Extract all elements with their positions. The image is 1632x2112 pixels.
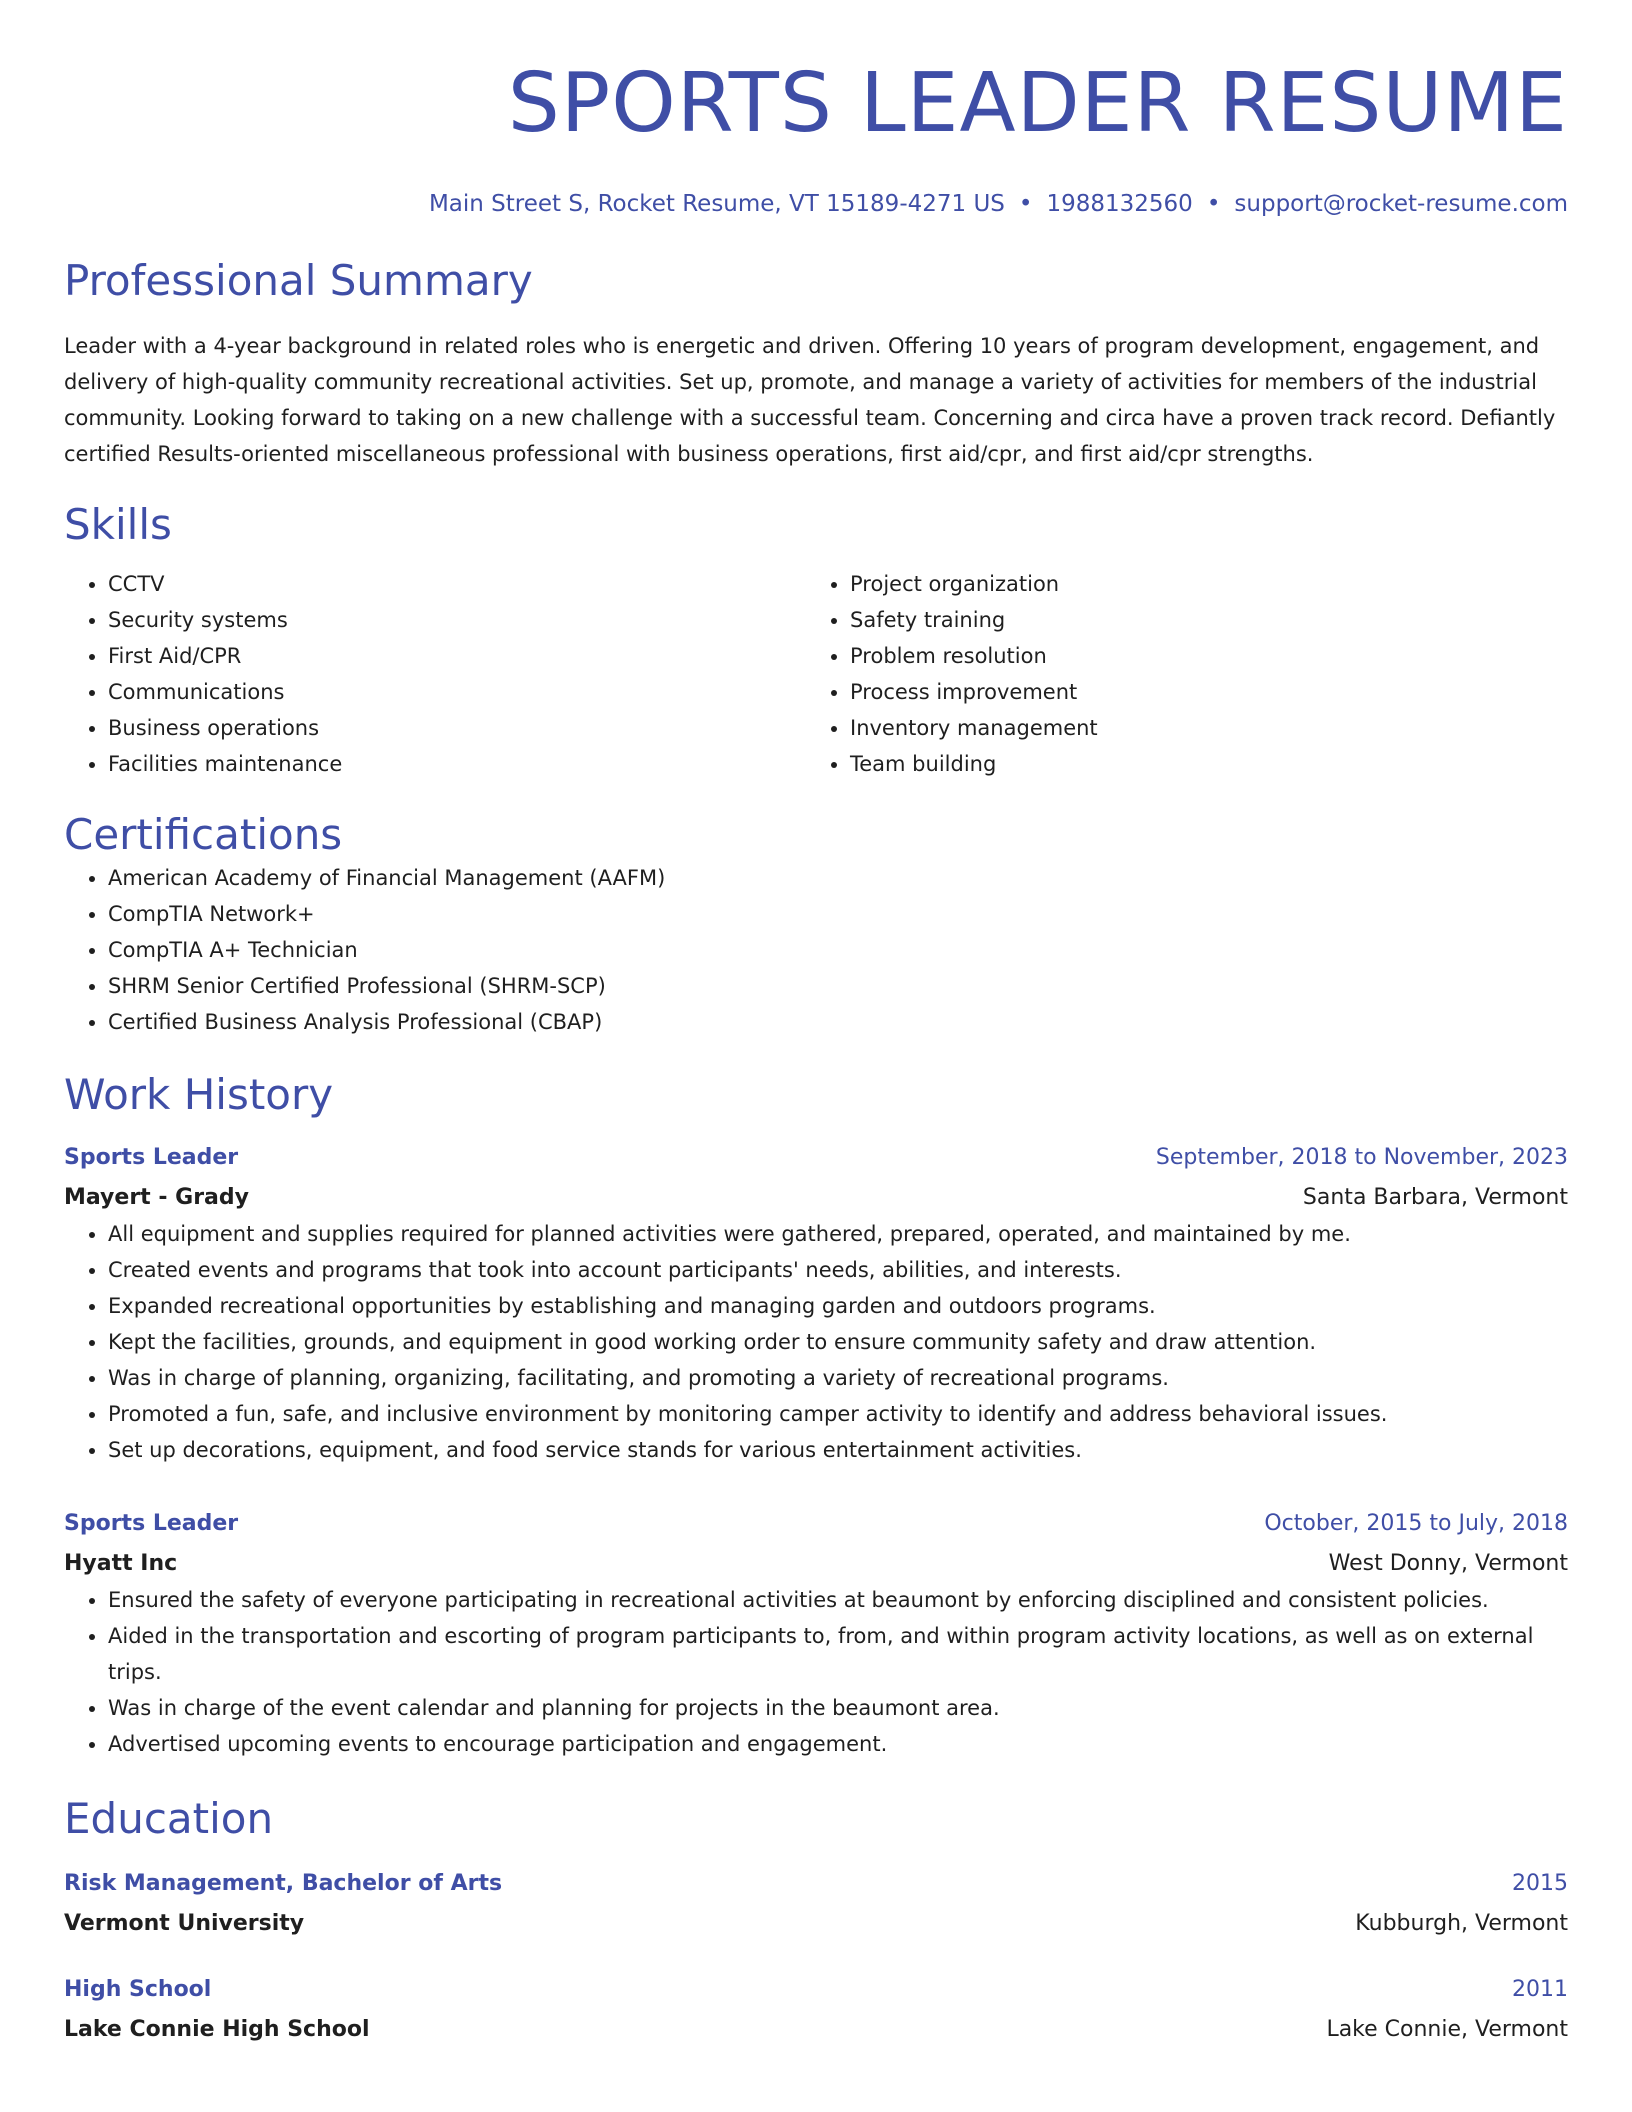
education-school: Vermont University [64, 1911, 305, 1936]
job-duty: • Was in charge of planning, organizing, facilitating, and promoting a variety of recreational programs. [108, 1360, 1568, 1396]
summary-heading: Professional Summary [64, 256, 533, 305]
skill-item: • Communications [108, 674, 806, 710]
skills-column-left [64, 566, 806, 782]
job-location: Santa Barbara, Vermont [1302, 1185, 1568, 1210]
skill-item: • Facilities maintenance [108, 746, 806, 782]
skill-item: • First Aid/CPR [108, 638, 806, 674]
contact-phone: 1988132560 [1046, 191, 1193, 217]
work-history-heading: Work History [64, 1070, 334, 1119]
job-entry [64, 1506, 1568, 1762]
skill-item: • Problem resolution [850, 638, 1548, 674]
education-degree: High School [64, 1977, 212, 2002]
job-location: West Donny, Vermont [1328, 1551, 1568, 1576]
job-duty: • Kept the facilities, grounds, and equipment in good working order to ensure community safety and draw attention. [108, 1324, 1568, 1360]
education-entry [64, 1866, 1568, 1942]
education-heading: Education [64, 1794, 274, 1843]
contact-address: Main Street S, Rocket Resume, VT 15189-4271 US [428, 191, 1005, 217]
job-dates: October, 2015 to July, 2018 [1264, 1511, 1568, 1536]
certifications-list [64, 860, 1568, 1040]
skill-item: • Safety training [850, 602, 1548, 638]
job-duty: • Promoted a fun, safe, and inclusive environment by monitoring camper activity to identify and address behavioral issues. [108, 1396, 1568, 1432]
skills-column-right [806, 566, 1548, 782]
job-duty: • Advertised upcoming events to encourage participation and engagement. [108, 1726, 1568, 1762]
skills-list [64, 566, 1568, 782]
job-duty: • Created events and programs that took into account participants' needs, abilities, and interests. [108, 1252, 1568, 1288]
summary-text: Leader with a 4-year background in related roles who is energetic and driven. Offering 10 years of program development, engagement, and delivery of high-quality community recreational activities. Set up, promote, and manage a variety of activities for members of the industrial community. Looking forward to taking on a new challenge with a successful team. Concerning and circa have a proven track record. Defiantly certified Results-oriented miscellaneous professional with business operations, first aid/cpr, and first aid/cpr strengths. [64, 334, 1556, 466]
education-location: Lake Connie, Vermont [1326, 2017, 1568, 2042]
contact-separator: • [1206, 191, 1221, 217]
contact-email[interactable]: support@rocket-resume.com [1234, 191, 1568, 217]
certification-item: • American Academy of Financial Management (AAFM) [108, 860, 1568, 896]
certification-item: • CompTIA Network+ [108, 896, 1568, 932]
job-duty: • Was in charge of the event calendar and planning for projects in the beaumont area. [108, 1690, 1568, 1726]
education-school: Lake Connie High School [64, 2017, 370, 2042]
skill-item: • Process improvement [850, 674, 1548, 710]
job-duty: • Aided in the transportation and escorting of program participants to, from, and within program activity locations, as well as on external trips. [108, 1618, 1568, 1690]
skills-heading: Skills [64, 500, 172, 549]
job-dates: September, 2018 to November, 2023 [1155, 1145, 1568, 1170]
certification-item: • CompTIA A+ Technician [108, 932, 1568, 968]
skill-item: • Project organization [850, 566, 1548, 602]
resume-title: SPORTS LEADER RESUME [507, 56, 1568, 151]
certification-item: • Certified Business Analysis Professional (CBAP) [108, 1004, 1568, 1040]
skill-item: • Team building [850, 746, 1548, 782]
skill-item: • Security systems [108, 602, 806, 638]
certification-item: • SHRM Senior Certified Professional (SHRM-SCP) [108, 968, 1568, 1004]
skill-item: • Business operations [108, 710, 806, 746]
education-entry [64, 1972, 1568, 2048]
education-year: 2011 [1512, 1977, 1568, 2002]
job-duty: • Set up decorations, equipment, and food service stands for various entertainment activities. [108, 1432, 1568, 1468]
education-year: 2015 [1512, 1871, 1568, 1896]
skill-item: • Inventory management [850, 710, 1548, 746]
job-entry [64, 1140, 1568, 1468]
job-duty: • All equipment and supplies required for planned activities were gathered, prepared, operated, and maintained by me. [108, 1216, 1568, 1252]
job-duty: • Ensured the safety of everyone participating in recreational activities at beaumont by enforcing disciplined and consistent policies. [108, 1582, 1568, 1618]
job-company: Hyatt Inc [64, 1551, 178, 1576]
job-duties [64, 1582, 1568, 1762]
education-degree: Risk Management, Bachelor of Arts [64, 1871, 503, 1896]
job-title: Sports Leader [64, 1145, 239, 1170]
certifications-heading: Certifications [64, 810, 343, 859]
education-location: Kubburgh, Vermont [1355, 1911, 1568, 1936]
contact-line [64, 190, 1568, 218]
job-duty: • Expanded recreational opportunities by establishing and managing garden and outdoors programs. [108, 1288, 1568, 1324]
skill-item: • CCTV [108, 566, 806, 602]
job-duties [64, 1216, 1568, 1468]
contact-separator: • [1018, 191, 1033, 217]
job-title: Sports Leader [64, 1511, 239, 1536]
job-company: Mayert - Grady [64, 1185, 249, 1210]
